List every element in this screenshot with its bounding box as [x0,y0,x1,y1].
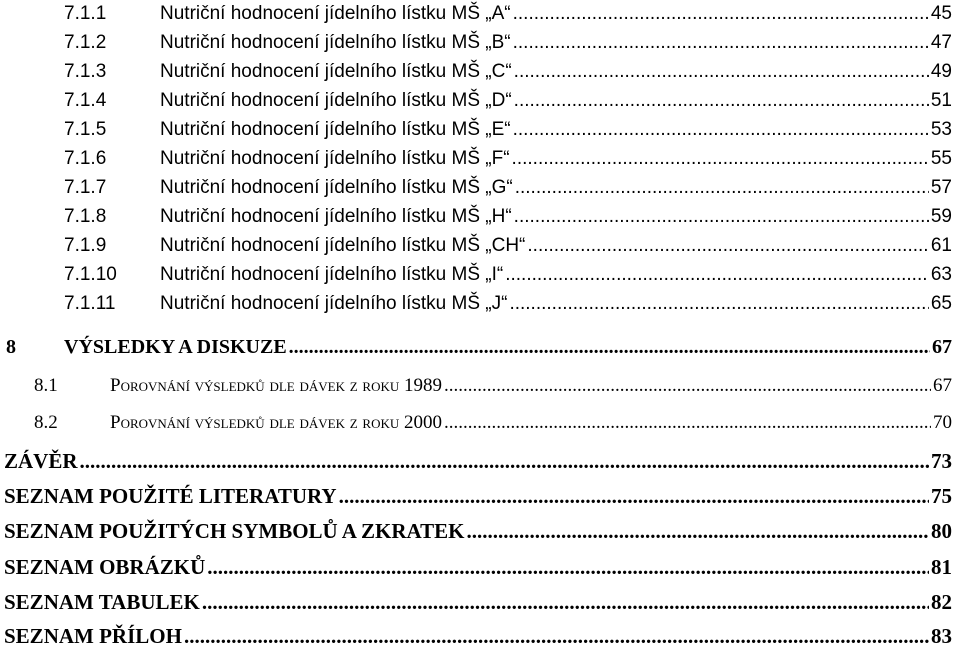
toc-entry-number: 8.2 [34,412,58,433]
dot-leader [509,293,928,315]
toc-entry-page: 49 [930,61,952,82]
toc-entry-number: 7.1.11 [64,293,116,314]
toc-entry-7-1-1[interactable] [64,3,952,31]
toc-entry-number: 8 [6,336,16,358]
toc-entry-chapter-8[interactable] [6,336,952,366]
toc-entry-symboly[interactable] [4,519,952,551]
toc-entry-page: 81 [931,555,952,579]
toc-entry-page: 67 [933,375,952,396]
toc-entry-literatura[interactable] [4,484,952,516]
toc-entry-title: SEZNAM TABULEK [4,590,200,614]
dot-leader [207,555,929,580]
toc-entry-zaver[interactable] [4,449,952,481]
toc-entry-number: 8.1 [34,375,58,396]
toc-entry-page: 80 [931,519,952,543]
toc-entry-title: Nutriční hodnocení jídelního lístku MŠ „G“ [160,177,513,198]
toc-entry-page: 57 [930,177,952,198]
toc-entry-title: Nutriční hodnocení jídelního lístku MŠ „E“ [160,119,511,140]
toc-entry-page: 55 [930,148,952,169]
toc-entry-7-1-8[interactable] [64,206,952,234]
toc-entry-number: 7.1.6 [64,148,107,169]
dot-leader [512,148,929,170]
toc-entry-7-1-4[interactable] [64,90,952,118]
toc-entry-title: SEZNAM POUŽITÉ LITERATURY [4,484,337,508]
toc-entry-title: Porovnání výsledků dle dávek z roku 1989 [110,375,442,396]
dot-leader [444,375,931,397]
toc-entry-prilohy[interactable] [4,624,952,656]
toc-entry-obrazky[interactable] [4,555,952,587]
toc-entry-number: 7.1.3 [64,61,107,82]
dot-leader [514,90,929,112]
dot-leader [514,206,929,228]
toc-entry-title: VÝSLEDKY A DISKUZE [64,336,287,358]
toc-entry-number: 7.1.4 [64,90,107,111]
toc-entry-page: 75 [931,484,952,508]
dot-leader [513,32,929,54]
toc-entry-title: Nutriční hodnocení jídelního lístku MŠ „D“ [160,90,512,111]
toc-entry-page: 65 [930,293,952,314]
toc-entry-page: 53 [930,119,952,140]
toc-entry-number: 7.1.2 [64,32,107,53]
toc-entry-7-1-6[interactable] [64,148,952,176]
toc-entry-page: 51 [930,90,952,111]
toc-entry-tabulky[interactable] [4,590,952,622]
toc-entry-page: 67 [932,336,952,358]
dot-leader [339,484,929,509]
toc-entry-number: 7.1.9 [64,235,107,256]
toc-entry-title: Nutriční hodnocení jídelního lístku MŠ „CH“ [160,235,526,256]
toc-entry-title: Porovnání výsledků dle dávek z roku 2000 [110,412,442,433]
toc-entry-page: 45 [930,3,952,24]
toc-entry-title: ZÁVĚR [4,449,78,473]
toc-entry-7-1-10[interactable] [64,264,952,292]
toc-entry-title: Nutriční hodnocení jídelního lístku MŠ „C“ [160,61,512,82]
toc-entry-8-2[interactable] [34,412,952,442]
toc-entry-number: 7.1.1 [64,3,107,24]
dot-leader [289,336,930,359]
toc-entry-title: SEZNAM POUŽITÝCH SYMBOLŮ A ZKRATEK [4,519,465,543]
dot-leader [467,519,929,544]
dot-leader [527,235,928,257]
dot-leader [514,61,929,83]
toc-entry-7-1-5[interactable] [64,119,952,147]
toc-entry-number: 7.1.10 [64,264,117,285]
toc-entry-7-1-7[interactable] [64,177,952,205]
toc-entry-title: SEZNAM OBRÁZKŮ [4,555,206,579]
toc-entry-title: SEZNAM PŘÍLOH [4,624,182,648]
dot-leader [515,177,929,199]
toc-entry-page: 83 [931,624,952,648]
toc-entry-title: Nutriční hodnocení jídelního lístku MŠ „H“ [160,206,512,227]
toc-entry-number: 7.1.8 [64,206,107,227]
toc-entry-7-1-3[interactable] [64,61,952,89]
toc-entry-number: 7.1.7 [64,177,107,198]
dot-leader [202,590,929,615]
toc-entry-7-1-9[interactable] [64,235,952,263]
dot-leader [80,449,929,474]
toc-entry-page: 61 [930,235,952,256]
toc-entry-page: 82 [931,590,952,614]
toc-entry-page: 73 [931,449,952,473]
dot-leader [505,264,929,286]
dot-leader [513,119,929,141]
toc-entry-title: Nutriční hodnocení jídelního lístku MŠ „I“ [160,264,504,285]
toc-entry-page: 47 [930,32,952,53]
toc-entry-title: Nutriční hodnocení jídelního lístku MŠ „J“ [160,293,508,314]
toc-entry-page: 63 [930,264,952,285]
toc-entry-7-1-11[interactable] [64,293,952,321]
toc-entry-7-1-2[interactable] [64,32,952,60]
toc-entry-title: Nutriční hodnocení jídelního lístku MŠ „F“ [160,148,510,169]
toc-entry-page: 70 [933,412,952,433]
toc-entry-title: Nutriční hodnocení jídelního lístku MŠ „B“ [160,32,511,53]
dot-leader [513,3,929,25]
toc-entry-title: Nutriční hodnocení jídelního lístku MŠ „A“ [160,3,511,24]
toc-entry-page: 59 [930,206,952,227]
dot-leader [444,412,931,434]
toc-entry-8-1[interactable] [34,375,952,405]
toc-entry-number: 7.1.5 [64,119,107,140]
dot-leader [184,624,929,649]
